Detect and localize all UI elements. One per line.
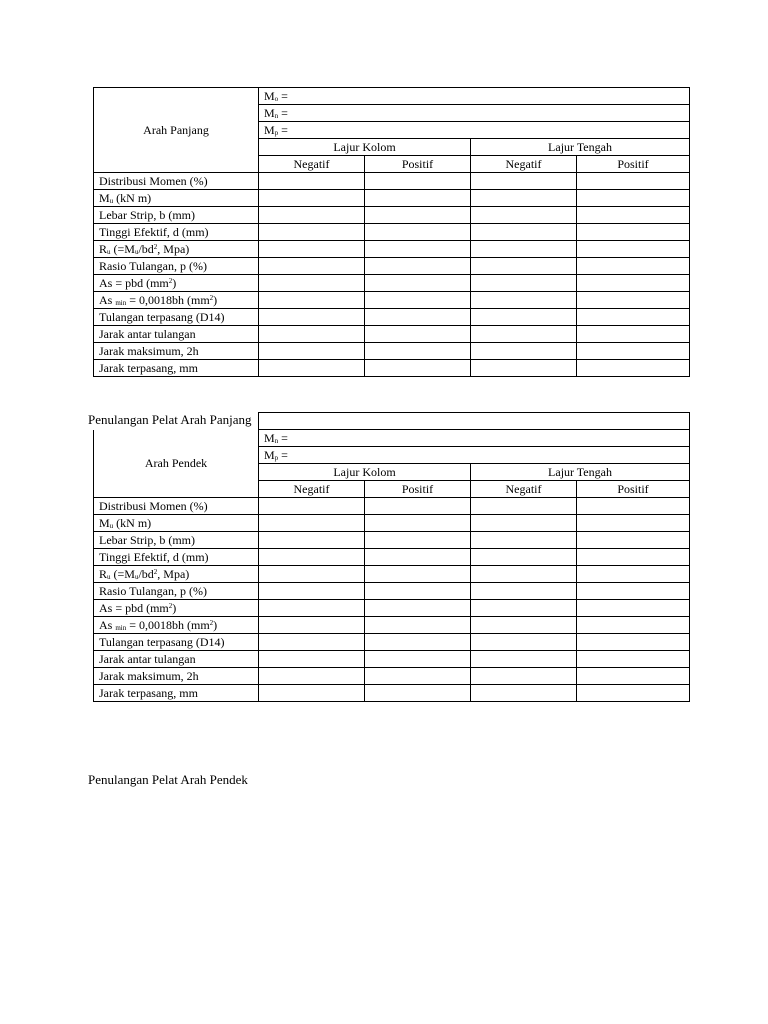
- data-cell[interactable]: [471, 309, 577, 326]
- group-header-lajur-tengah: Lajur Tengah: [471, 139, 690, 156]
- data-cell[interactable]: [471, 515, 577, 532]
- row-label: Jarak antar tulangan: [94, 326, 259, 343]
- data-cell[interactable]: [259, 173, 365, 190]
- data-cell[interactable]: [365, 173, 471, 190]
- row-label: As min = 0,0018bh $(mm^2)$: [94, 617, 259, 634]
- header-label-cell: [94, 88, 259, 173]
- group-header-lajur-kolom: Lajur Kolom: [259, 464, 471, 481]
- data-cell[interactable]: [365, 190, 471, 207]
- data-cell[interactable]: [365, 309, 471, 326]
- data-cell[interactable]: [577, 600, 690, 617]
- data-cell[interactable]: [259, 583, 365, 600]
- table-row: [94, 360, 690, 377]
- moment-mn-cell[interactable]: Mn =: [259, 105, 690, 122]
- data-cell[interactable]: [365, 360, 471, 377]
- data-cell[interactable]: [259, 651, 365, 668]
- table-row: [94, 309, 690, 326]
- data-cell[interactable]: [365, 532, 471, 549]
- table-row: [94, 224, 690, 241]
- row-label: Tinggi Efektif, d (mm): [94, 224, 259, 241]
- row-label: Mu (kN m): [94, 515, 259, 532]
- data-cell[interactable]: [259, 549, 365, 566]
- sub-header-negatif: Negatif: [259, 156, 365, 173]
- data-cell[interactable]: [471, 600, 577, 617]
- data-cell[interactable]: [259, 360, 365, 377]
- table-row: [94, 583, 690, 600]
- data-cell[interactable]: [365, 583, 471, 600]
- table-row: [94, 532, 690, 549]
- data-cell[interactable]: [365, 566, 471, 583]
- data-cell[interactable]: [471, 549, 577, 566]
- caption-arah-panjang: Penulangan Pelat Arah Panjang: [88, 412, 252, 427]
- table-row: [94, 634, 690, 651]
- data-cell[interactable]: [577, 566, 690, 583]
- data-cell[interactable]: [259, 668, 365, 685]
- data-cell[interactable]: [471, 617, 577, 634]
- data-cell[interactable]: [577, 549, 690, 566]
- sub-header-negatif: Negatif: [471, 481, 577, 498]
- data-cell[interactable]: [365, 651, 471, 668]
- table-row: [94, 241, 690, 258]
- data-cell[interactable]: [577, 275, 690, 292]
- sub-header-negatif: Negatif: [259, 481, 365, 498]
- data-cell[interactable]: [471, 207, 577, 224]
- row-label: Jarak terpasang, mm: [94, 360, 259, 377]
- data-cell[interactable]: [259, 515, 365, 532]
- table-row: [94, 617, 690, 634]
- data-cell[interactable]: [365, 258, 471, 275]
- data-cell[interactable]: [577, 292, 690, 309]
- header-label: Arah Panjang: [143, 123, 209, 137]
- caption-arah-pendek: Penulangan Pelat Arah Pendek: [88, 772, 248, 787]
- data-cell[interactable]: [365, 292, 471, 309]
- table-row: [94, 326, 690, 343]
- data-cell[interactable]: [259, 207, 365, 224]
- data-cell[interactable]: [471, 498, 577, 515]
- row-label: Rasio Tulangan, p (%): [94, 258, 259, 275]
- data-cell[interactable]: [577, 326, 690, 343]
- data-cell[interactable]: [365, 600, 471, 617]
- row-label: Lebar Strip, b (mm): [94, 207, 259, 224]
- row-label: As = pbd $(mm^2)$: [94, 600, 259, 617]
- table-row: [94, 275, 690, 292]
- data-cell[interactable]: [471, 651, 577, 668]
- data-cell[interactable]: [471, 258, 577, 275]
- table-row: [94, 190, 690, 207]
- data-cell[interactable]: [471, 685, 577, 702]
- data-cell[interactable]: [471, 566, 577, 583]
- data-cell[interactable]: [471, 292, 577, 309]
- row-label: Tinggi Efektif, d (mm): [94, 549, 259, 566]
- data-cell[interactable]: [577, 498, 690, 515]
- sub-header-positif: Positif: [365, 156, 471, 173]
- data-cell[interactable]: [577, 617, 690, 634]
- data-cell[interactable]: [365, 549, 471, 566]
- data-cell[interactable]: [577, 668, 690, 685]
- group-header-lajur-tengah: Lajur Tengah: [471, 464, 690, 481]
- data-cell[interactable]: [365, 634, 471, 651]
- header-label-cell: [94, 430, 259, 498]
- data-cell[interactable]: [259, 190, 365, 207]
- data-cell[interactable]: [365, 241, 471, 258]
- row-label: Jarak maksimum, 2h: [94, 668, 259, 685]
- data-cell[interactable]: [259, 600, 365, 617]
- data-cell[interactable]: [259, 617, 365, 634]
- data-cell[interactable]: [471, 326, 577, 343]
- row-label: Distribusi Momen (%): [94, 173, 259, 190]
- data-cell[interactable]: [577, 532, 690, 549]
- row-label: Jarak antar tulangan: [94, 651, 259, 668]
- data-cell[interactable]: [577, 360, 690, 377]
- header-label: Arah Pendek: [144, 456, 208, 471]
- table-row: [94, 173, 690, 190]
- data-cell[interactable]: [471, 360, 577, 377]
- data-cell[interactable]: [365, 326, 471, 343]
- table-row: [94, 600, 690, 617]
- table-row: [94, 498, 690, 515]
- table-arah-pendek: [93, 412, 690, 702]
- data-cell[interactable]: [259, 532, 365, 549]
- sub-header-positif: Positif: [577, 481, 690, 498]
- row-label: Tulangan terpasang (D14): [94, 634, 259, 651]
- data-cell[interactable]: [471, 190, 577, 207]
- data-cell[interactable]: [577, 224, 690, 241]
- data-cell[interactable]: [365, 498, 471, 515]
- moment-mp-cell[interactable]: Mp =: [259, 447, 690, 464]
- data-cell[interactable]: [259, 292, 365, 309]
- data-cell[interactable]: [259, 309, 365, 326]
- data-cell[interactable]: [577, 309, 690, 326]
- data-cell[interactable]: [365, 515, 471, 532]
- row-label: Jarak maksimum, 2h: [94, 343, 259, 360]
- data-cell[interactable]: [577, 241, 690, 258]
- data-cell[interactable]: [259, 224, 365, 241]
- group-header-lajur-kolom: Lajur Kolom: [259, 139, 471, 156]
- blank-cell: [94, 413, 259, 430]
- table-arah-panjang: [93, 87, 690, 377]
- data-cell[interactable]: [577, 258, 690, 275]
- data-cell[interactable]: [471, 634, 577, 651]
- table-row: [94, 549, 690, 566]
- data-cell[interactable]: [259, 634, 365, 651]
- data-cell[interactable]: [577, 190, 690, 207]
- row-label: As = pbd $(mm^2)$: [94, 275, 259, 292]
- data-cell[interactable]: [365, 275, 471, 292]
- moment-mo-cell[interactable]: Mo =: [259, 88, 690, 105]
- data-cell[interactable]: [577, 583, 690, 600]
- data-cell[interactable]: [365, 224, 471, 241]
- top-blank-row[interactable]: [259, 413, 690, 430]
- row-label: Ru ($=Mu/bd^2$, Mpa): [94, 566, 259, 583]
- data-cell[interactable]: [259, 343, 365, 360]
- data-cell[interactable]: [365, 207, 471, 224]
- data-cell[interactable]: [471, 668, 577, 685]
- data-cell[interactable]: [365, 685, 471, 702]
- data-cell[interactable]: [577, 173, 690, 190]
- sub-header-positif: Positif: [577, 156, 690, 173]
- table-row: [94, 343, 690, 360]
- data-cell[interactable]: [259, 685, 365, 702]
- table-row: [94, 685, 690, 702]
- data-cell[interactable]: [577, 651, 690, 668]
- table-row: [94, 515, 690, 532]
- moment-mn-cell[interactable]: Mn =: [259, 430, 690, 447]
- table-row: [94, 651, 690, 668]
- row-label: Ru ($=Mu/bd^2$, Mpa): [94, 241, 259, 258]
- data-cell[interactable]: [577, 207, 690, 224]
- row-label: Jarak terpasang, mm: [94, 685, 259, 702]
- table-row: [94, 566, 690, 583]
- data-cell[interactable]: [365, 617, 471, 634]
- row-label: As min = 0,0018bh $(mm^2)$: [94, 292, 259, 309]
- table-row: [94, 292, 690, 309]
- data-cell[interactable]: [471, 532, 577, 549]
- data-cell[interactable]: [471, 241, 577, 258]
- data-cell[interactable]: [471, 343, 577, 360]
- data-cell[interactable]: [259, 241, 365, 258]
- table-row: [94, 668, 690, 685]
- row-label: Distribusi Momen (%): [94, 498, 259, 515]
- data-cell[interactable]: [471, 224, 577, 241]
- data-cell[interactable]: [577, 685, 690, 702]
- data-cell[interactable]: [577, 343, 690, 360]
- moment-mp-cell[interactable]: Mp =: [259, 122, 690, 139]
- data-cell[interactable]: [365, 668, 471, 685]
- row-label: Rasio Tulangan, p (%): [94, 583, 259, 600]
- data-cell[interactable]: [259, 566, 365, 583]
- sub-header-positif: Positif: [365, 481, 471, 498]
- table-row: [94, 258, 690, 275]
- row-label: Mu (kN m): [94, 190, 259, 207]
- data-cell[interactable]: [259, 498, 365, 515]
- data-cell[interactable]: [259, 258, 365, 275]
- row-label: Lebar Strip, b (mm): [94, 532, 259, 549]
- table-row: [94, 207, 690, 224]
- data-cell[interactable]: [259, 275, 365, 292]
- data-cell[interactable]: [577, 634, 690, 651]
- data-cell[interactable]: [471, 583, 577, 600]
- data-cell[interactable]: [577, 515, 690, 532]
- sub-header-negatif: Negatif: [471, 156, 577, 173]
- data-cell[interactable]: [259, 326, 365, 343]
- data-cell[interactable]: [471, 275, 577, 292]
- data-cell[interactable]: [365, 343, 471, 360]
- row-label: Tulangan terpasang (D14): [94, 309, 259, 326]
- data-cell[interactable]: [471, 173, 577, 190]
